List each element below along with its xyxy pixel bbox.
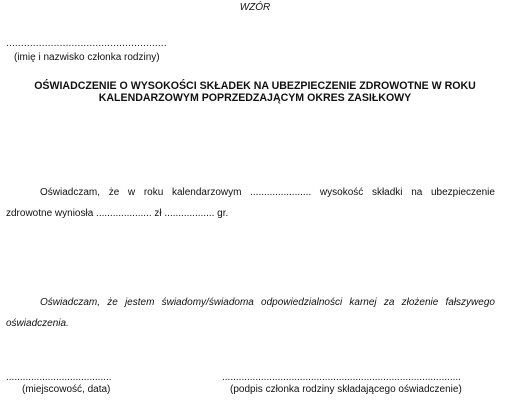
heading-line-1: OŚWIADCZENIE O WYSOKOŚCI SKŁADEK NA UBEZPIECZENIE ZDROWOTNE W ROKU (34, 80, 476, 92)
declaration-contribution-line-2: zdrowotne wyniosła .................... zł .................. gr. (6, 208, 229, 219)
word: za (383, 297, 395, 308)
place-date-caption: (miejscowość, data) (22, 384, 111, 395)
heading-line-2: KALENDARZOWYM POPRZEDZAJĄCYM OKRES ZASIŁKOWY (98, 92, 412, 104)
name-fill-line: ...................................................... (6, 38, 167, 49)
word: wysokość (319, 187, 364, 198)
word: kalendarzowym (171, 187, 242, 198)
word: Oświadczam, (40, 187, 101, 198)
declaration-liability-line-2: oświadczenia. (6, 318, 69, 329)
signature-caption: (podpis członka rodziny składającego oświadczenie) (230, 384, 462, 395)
word: świadomy/świadoma (161, 297, 254, 308)
place-date-fill-line: ...................................... (6, 372, 112, 383)
document-title: WZÓR (239, 2, 271, 13)
year-fill-line: ...................... (250, 187, 312, 198)
word: Oświadczam, (40, 297, 101, 308)
word: roku (143, 187, 164, 198)
word: na (411, 187, 423, 198)
word: ubezpieczenie (430, 187, 495, 198)
word: że (108, 187, 120, 198)
declaration-liability-line-1 (40, 297, 495, 308)
word: karnej (349, 297, 377, 308)
word: jestem (124, 297, 155, 308)
word: że (107, 297, 118, 308)
word: fałszywego (445, 297, 495, 308)
word: w (127, 187, 136, 198)
word: składki (371, 187, 403, 198)
declaration-contribution-line-1 (40, 187, 495, 198)
name-caption: (imię i nazwisko członka rodziny) (14, 52, 160, 63)
signature-fill-line: ...................................................................................... (222, 372, 461, 383)
word: złożenie (401, 297, 439, 308)
word: odpowiedzialności (261, 297, 343, 308)
